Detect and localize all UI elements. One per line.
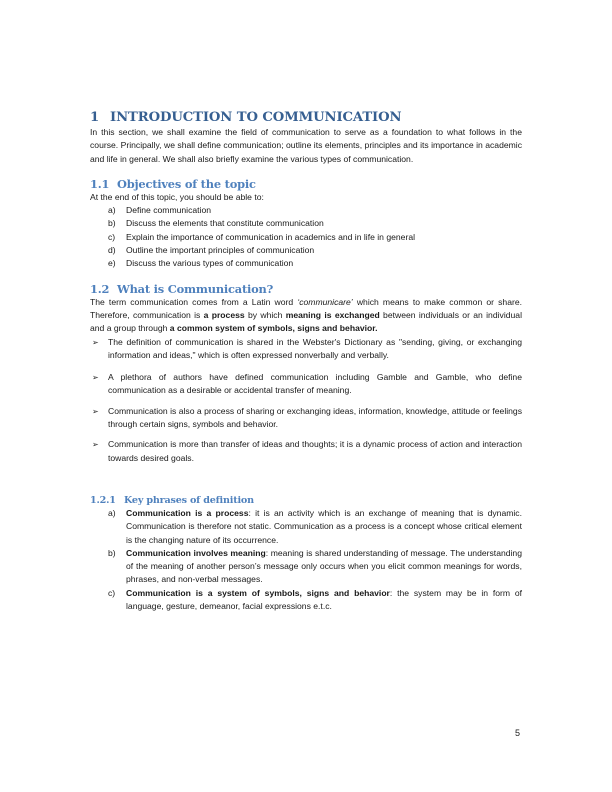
text-run: The term communication comes from a Latin word (90, 296, 298, 307)
objectives-list (90, 204, 522, 270)
list-label: b) (108, 218, 116, 229)
heading-section-1-2 (90, 282, 522, 296)
list-item (108, 204, 522, 217)
list-text: : it is an activity which is an exchange of meaning that is dynamic. Communication is therefore not static. Communication as a process is a concept whose critical element is the changing nature of its occurrence. (126, 507, 522, 545)
page-content (90, 110, 522, 613)
list-text: A plethora of authors have defined communication including Gamble and Gamble, who define communication as a desirable or accidental transfer of meaning. (108, 372, 522, 396)
text-run: which means to make common or share. Therefore, communication is (90, 296, 522, 320)
definition-paragraph (90, 296, 522, 336)
bold-phrase: a common system of symbols, signs and behavior. (169, 323, 378, 334)
heading-number: 1.2 (90, 281, 110, 296)
arrow-bullet-icon: ➢ (92, 373, 99, 383)
list-text: Communication is also a process of sharing or exchanging ideas, information, knowledge, attitude or feelings through certain signs, symbols and behavior. (108, 405, 522, 430)
list-item (90, 336, 522, 363)
bold-phrase: a process (203, 309, 245, 320)
heading-number: 1.1 (90, 176, 110, 191)
list-item (108, 587, 522, 614)
list-text: Discuss the various types of communication (126, 258, 294, 269)
list-label: e) (108, 258, 116, 269)
intro-paragraph: In this section, we shall examine the field of communication to serve as a foundation to what follows in the course. Principally, we shall define communication; outline its elements, principles and its importance in academic and life in general. We shall also briefly examine the various types of communication. (90, 127, 522, 164)
list-text: : meaning is shared understanding of message. The understanding of the meaning of another person’s message only occurs when you elicit common meanings for words, phrases, and non-verbal messages. (126, 547, 522, 585)
heading-number: 1.2.1 (90, 494, 116, 506)
text-run: by which (244, 309, 286, 320)
list-item (90, 405, 522, 432)
list-item (108, 257, 522, 270)
text-run: between individuals or an individual and a group through (90, 309, 522, 334)
page-number: 5 (515, 728, 521, 738)
bold-phrase: Communication involves meaning (126, 547, 266, 558)
list-label: b) (108, 547, 116, 558)
heading-section-1 (90, 110, 522, 126)
heading-title: Key phrases of definition (124, 494, 254, 506)
heading-title: INTRODUCTION TO COMMUNICATION (110, 110, 402, 125)
list-text: The definition of communication is shared in the Webster's Dictionary as "sending, giving, or exchanging information and ideas," which is often expressed nonverbally and verbally. (108, 336, 522, 360)
bold-phrase: Communication is a system of symbols, signs and behavior (126, 587, 390, 598)
list-item (108, 507, 522, 547)
definition-bullets (90, 336, 522, 465)
arrow-bullet-icon: ➢ (92, 440, 99, 450)
list-label: a) (108, 205, 116, 216)
list-item (108, 547, 522, 587)
arrow-bullet-icon: ➢ (92, 406, 99, 416)
bold-phrase: Communication is a process (126, 507, 249, 518)
key-phrases-list (90, 507, 522, 613)
list-text: Outline the important principles of communication (126, 245, 315, 256)
objectives-lead: At the end of this topic, you should be able to: (90, 191, 264, 202)
heading-section-1-1 (90, 177, 522, 191)
list-item (108, 231, 522, 244)
latin-term: ‘communicare’ (297, 296, 353, 307)
heading-number: 1 (90, 110, 100, 125)
list-text: Define communication (126, 205, 212, 216)
heading-title: What is Communication? (117, 281, 274, 296)
list-label: d) (108, 245, 116, 256)
list-text: Communication is more than transfer of ideas and thoughts; it is a dynamic process of action and interaction towards desired goals. (108, 439, 522, 463)
heading-title: Objectives of the topic (117, 176, 256, 191)
arrow-bullet-icon: ➢ (92, 337, 99, 347)
list-text: : the system may be in form of language, gesture, demeanor, facial expressions e.t.c. (126, 587, 522, 612)
list-item (108, 244, 522, 257)
list-label: a) (108, 507, 116, 518)
list-item (108, 217, 522, 230)
heading-section-1-2-1 (90, 495, 522, 507)
list-text: Discuss the elements that constitute communication (126, 218, 324, 229)
list-item (90, 371, 522, 398)
list-item (90, 438, 522, 465)
list-label: c) (108, 587, 116, 598)
list-label: c) (108, 231, 116, 242)
bold-phrase: meaning is exchanged (285, 309, 380, 320)
list-text: Explain the importance of communication in academics and in life in general (126, 231, 416, 242)
